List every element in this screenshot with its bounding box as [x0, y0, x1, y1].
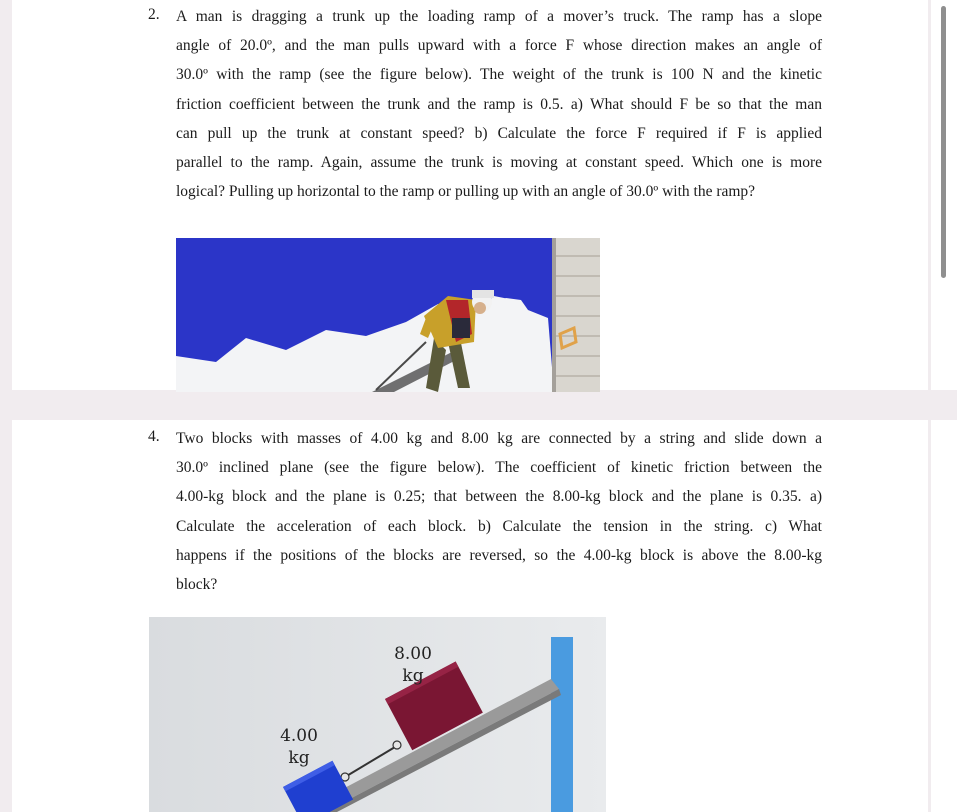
problem-2-line: 30.0º with the ramp (see the figure below). The weight of the trunk is 100 N and the kinetic	[176, 66, 822, 84]
problem-4-line: Calculate the acceleration of each block. b) Calculate the tension in the string. c) What	[176, 517, 822, 535]
string-knot-upper	[393, 741, 401, 749]
block-4kg-value: 4.00	[280, 726, 318, 746]
truck-panel	[554, 238, 600, 392]
problem-4-text	[176, 424, 822, 599]
problem-2-figure	[176, 238, 600, 392]
problem-2-line: logical? Pulling up horizontal to the ramp or pulling up with an angle of 30.0º with the ramp?	[176, 183, 756, 201]
incline-diagram	[149, 617, 606, 812]
problem-4-line: block?	[176, 576, 218, 594]
problem-2-line: A man is dragging a trunk up the loading ramp of a mover’s truck. The ramp has a slope	[176, 8, 822, 25]
block-8kg-value: 8.00	[394, 644, 432, 664]
problem-2-line: angle of 20.0º, and the man pulls upward with a force F whose direction makes an angle of	[176, 37, 822, 55]
problem-2-line: can pull up the trunk at constant speed? b) Calculate the force F required if F is applied	[176, 124, 822, 142]
scrollbar-thumb[interactable]	[941, 6, 946, 278]
scrollbar-track-lower[interactable]	[931, 420, 957, 812]
block-4kg-label	[269, 725, 329, 769]
problem-4-number: 4.	[148, 428, 160, 445]
block-8kg-label	[383, 643, 443, 687]
block-4kg-unit: kg	[288, 748, 310, 768]
problem-2-text	[176, 2, 822, 206]
problem-4-line: 30.0º inclined plane (see the figure below). The coefficient of kinetic friction between the	[176, 459, 822, 477]
ramp-scene-illustration	[176, 238, 600, 392]
problem-4-line: Two blocks with masses of 4.00 kg and 8.00 kg are connected by a string and slide down a	[176, 430, 822, 447]
wall	[551, 637, 573, 812]
problem-2-line: friction coefficient between the trunk and the ramp is 0.5. a) What should F be so that the man	[176, 95, 822, 113]
problem-2-line: parallel to the ramp. Again, assume the trunk is moving at constant speed. Which one is more	[176, 154, 822, 172]
block-8kg-unit: kg	[402, 666, 424, 686]
problem-4-figure	[149, 617, 606, 812]
problem-4-line: happens if the positions of the blocks are reversed, so the 4.00-kg block is above the 8.00-kg	[176, 546, 822, 564]
problem-4-line: 4.00-kg block and the plane is 0.25; that between the 8.00-kg block and the plane is 0.35. a)	[176, 488, 822, 506]
truck-stripe	[552, 238, 556, 392]
problem-2-number: 2.	[148, 6, 160, 23]
